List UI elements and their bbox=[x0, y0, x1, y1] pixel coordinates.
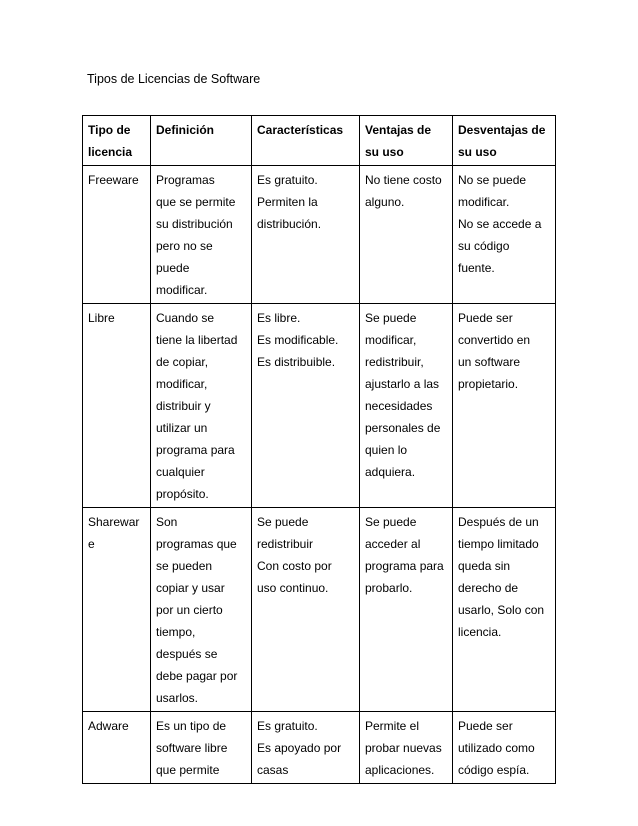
header-line: su uso bbox=[365, 145, 404, 159]
cell-definition bbox=[151, 508, 252, 712]
cell-line: licencia. bbox=[458, 625, 502, 639]
cell-line: se pueden bbox=[156, 559, 213, 573]
cell-line: Permiten la bbox=[257, 195, 318, 209]
cell-line: convertido en bbox=[458, 333, 531, 347]
table-body bbox=[83, 166, 556, 784]
header-advantages bbox=[360, 116, 453, 166]
cell-characteristics bbox=[252, 304, 360, 508]
cell-line: tiempo, bbox=[156, 625, 196, 639]
cell-line: por un cierto bbox=[156, 603, 223, 617]
cell-line: alguno. bbox=[365, 195, 405, 209]
cell-line: Son bbox=[156, 515, 178, 529]
cell-line: programas que bbox=[156, 537, 237, 551]
cell-line: tiene la libertad bbox=[156, 333, 238, 347]
cell-line: cualquier bbox=[156, 465, 205, 479]
cell-characteristics bbox=[252, 712, 360, 784]
cell-line: Programas bbox=[156, 173, 215, 187]
cell-definition bbox=[151, 166, 252, 304]
cell-line: derecho de bbox=[458, 581, 519, 595]
cell-definition bbox=[151, 712, 252, 784]
cell-line: Se puede bbox=[257, 515, 309, 529]
table-header-row bbox=[83, 116, 556, 166]
cell-line: aplicaciones. bbox=[365, 763, 435, 777]
cell-line: acceder al bbox=[365, 537, 421, 551]
cell-line: puede bbox=[156, 261, 190, 275]
cell-line: Freeware bbox=[88, 173, 139, 187]
cell-line: de copiar, bbox=[156, 355, 209, 369]
cell-line: uso continuo. bbox=[257, 581, 329, 595]
table-row bbox=[83, 304, 556, 508]
cell-line: Adware bbox=[88, 719, 129, 733]
cell-line: distribución. bbox=[257, 217, 322, 231]
cell-line: que permite bbox=[156, 763, 220, 777]
cell-license-type bbox=[83, 508, 151, 712]
cell-line: un software bbox=[458, 355, 521, 369]
cell-characteristics bbox=[252, 508, 360, 712]
cell-line: Puede ser bbox=[458, 719, 513, 733]
cell-disadvantages bbox=[453, 712, 556, 784]
cell-line: propósito. bbox=[156, 487, 209, 501]
license-types-table bbox=[82, 115, 556, 784]
header-line: su uso bbox=[458, 145, 497, 159]
cell-advantages bbox=[360, 304, 453, 508]
cell-advantages bbox=[360, 166, 453, 304]
cell-line: usarlo, Solo con bbox=[458, 603, 545, 617]
cell-line: Es modificable. bbox=[257, 333, 339, 347]
cell-line: personales de bbox=[365, 421, 441, 435]
cell-line: Se puede bbox=[365, 311, 417, 325]
cell-line: No se accede a bbox=[458, 217, 542, 231]
header-line: Ventajas de bbox=[365, 123, 432, 137]
cell-advantages bbox=[360, 712, 453, 784]
cell-line: Permite el bbox=[365, 719, 420, 733]
cell-line: ajustarlo a las bbox=[365, 377, 440, 391]
cell-line: Cuando se bbox=[156, 311, 215, 325]
header-characteristics bbox=[252, 116, 360, 166]
table-row bbox=[83, 712, 556, 784]
table-row bbox=[83, 508, 556, 712]
header-line: Tipo de bbox=[88, 123, 131, 137]
cell-advantages bbox=[360, 508, 453, 712]
cell-line: tiempo limitado bbox=[458, 537, 539, 551]
cell-definition bbox=[151, 304, 252, 508]
table-row bbox=[83, 166, 556, 304]
cell-line: necesidades bbox=[365, 399, 433, 413]
cell-line: No se puede bbox=[458, 173, 527, 187]
cell-line: copiar y usar bbox=[156, 581, 225, 595]
cell-line: usarlos. bbox=[156, 691, 199, 705]
cell-line: e bbox=[88, 537, 95, 551]
cell-line: Es gratuito. bbox=[257, 173, 318, 187]
cell-line: Con costo por bbox=[257, 559, 332, 573]
cell-line: su código bbox=[458, 239, 510, 253]
cell-line: redistribuir bbox=[257, 537, 314, 551]
cell-line: debe pagar por bbox=[156, 669, 238, 683]
cell-line: modificar, bbox=[365, 333, 417, 347]
cell-line: pero no se bbox=[156, 239, 213, 253]
cell-line: probarlo. bbox=[365, 581, 413, 595]
header-definition bbox=[151, 116, 252, 166]
cell-line: modificar, bbox=[156, 377, 208, 391]
cell-line: propietario. bbox=[458, 377, 519, 391]
cell-license-type bbox=[83, 712, 151, 784]
cell-disadvantages bbox=[453, 166, 556, 304]
cell-line: su distribución bbox=[156, 217, 233, 231]
cell-line: Es distribuible. bbox=[257, 355, 336, 369]
cell-line: Puede ser bbox=[458, 311, 513, 325]
cell-line: utilizado como bbox=[458, 741, 535, 755]
cell-line: Es gratuito. bbox=[257, 719, 318, 733]
cell-line: Después de un bbox=[458, 515, 539, 529]
cell-line: No tiene costo bbox=[365, 173, 442, 187]
cell-line: redistribuir, bbox=[365, 355, 424, 369]
cell-line: Es un tipo de bbox=[156, 719, 227, 733]
cell-line: Libre bbox=[88, 311, 115, 325]
cell-disadvantages bbox=[453, 304, 556, 508]
header-line: Desventajas de bbox=[458, 123, 546, 137]
cell-line: modificar. bbox=[458, 195, 510, 209]
cell-line: Es apoyado por bbox=[257, 741, 342, 755]
cell-line: quien lo bbox=[365, 443, 408, 457]
cell-line: después se bbox=[156, 647, 218, 661]
cell-line: Es libre. bbox=[257, 311, 301, 325]
header-license-type bbox=[83, 116, 151, 166]
header-disadvantages bbox=[453, 116, 556, 166]
cell-line: utilizar un bbox=[156, 421, 208, 435]
cell-line: código espía. bbox=[458, 763, 530, 777]
cell-characteristics bbox=[252, 166, 360, 304]
cell-line: Sharewar bbox=[88, 515, 140, 529]
cell-disadvantages bbox=[453, 508, 556, 712]
cell-line: casas bbox=[257, 763, 289, 777]
header-line: Definición bbox=[156, 123, 215, 137]
cell-line: adquiera. bbox=[365, 465, 416, 479]
cell-license-type bbox=[83, 166, 151, 304]
cell-line: programa para bbox=[156, 443, 235, 457]
cell-line: queda sin bbox=[458, 559, 511, 573]
cell-line: modificar. bbox=[156, 283, 208, 297]
cell-line: distribuir y bbox=[156, 399, 211, 413]
page-title: Tipos de Licencias de Software bbox=[87, 72, 261, 86]
cell-line: software libre bbox=[156, 741, 228, 755]
header-line: licencia bbox=[88, 145, 133, 159]
cell-license-type bbox=[83, 304, 151, 508]
cell-line: programa para bbox=[365, 559, 444, 573]
cell-line: que se permite bbox=[156, 195, 236, 209]
cell-line: probar nuevas bbox=[365, 741, 442, 755]
cell-line: Se puede bbox=[365, 515, 417, 529]
cell-line: fuente. bbox=[458, 261, 495, 275]
header-line: Características bbox=[257, 123, 344, 137]
